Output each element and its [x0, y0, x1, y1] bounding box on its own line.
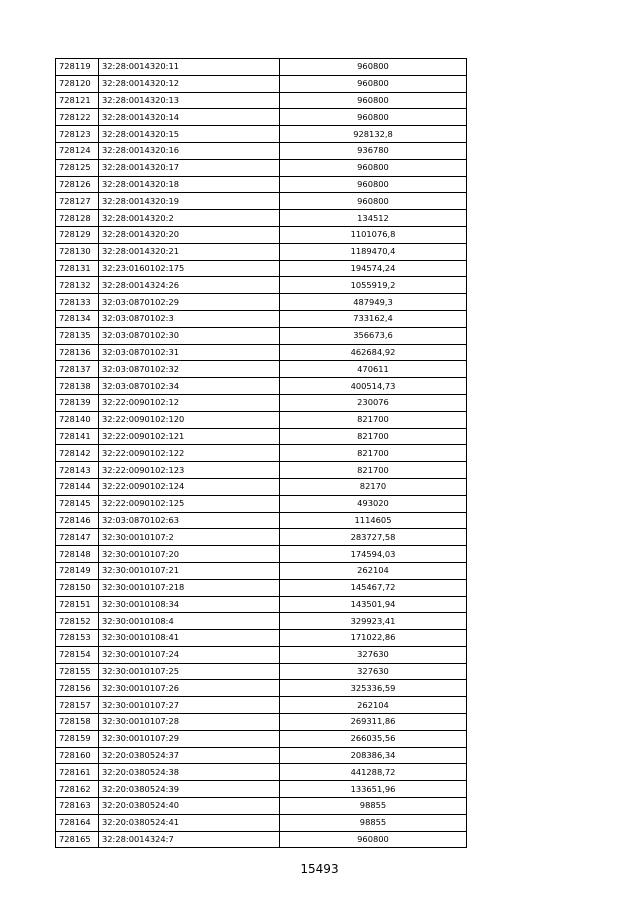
table-row — [56, 478, 467, 495]
row-id-cell: 728142 — [56, 445, 99, 462]
row-id-cell: 728135 — [56, 327, 99, 344]
table-row — [56, 663, 467, 680]
row-code-cell: 32:30:0010107:26 — [99, 680, 280, 697]
row-code-cell: 32:30:0010108:4 — [99, 613, 280, 630]
row-code-cell: 32:30:0010107:20 — [99, 546, 280, 563]
table-row — [56, 428, 467, 445]
row-id-cell: 728131 — [56, 260, 99, 277]
table-row — [56, 411, 467, 428]
row-id-cell: 728158 — [56, 714, 99, 731]
row-value-cell: 143501,94 — [280, 596, 467, 613]
data-table — [55, 58, 467, 848]
row-id-cell: 728161 — [56, 764, 99, 781]
row-id-cell: 728121 — [56, 92, 99, 109]
table-row — [56, 294, 467, 311]
row-code-cell: 32:22:0090102:123 — [99, 462, 280, 479]
table-row — [56, 562, 467, 579]
row-id-cell: 728145 — [56, 495, 99, 512]
row-id-cell: 728159 — [56, 730, 99, 747]
row-id-cell: 728126 — [56, 176, 99, 193]
row-code-cell: 32:28:0014320:12 — [99, 75, 280, 92]
row-code-cell: 32:20:0380524:40 — [99, 798, 280, 815]
row-value-cell: 325336,59 — [280, 680, 467, 697]
row-code-cell: 32:30:0010107:27 — [99, 697, 280, 714]
table-row — [56, 730, 467, 747]
row-value-cell: 262104 — [280, 697, 467, 714]
row-code-cell: 32:30:0010107:29 — [99, 730, 280, 747]
table-row — [56, 764, 467, 781]
table-row — [56, 798, 467, 815]
row-code-cell: 32:28:0014320:17 — [99, 159, 280, 176]
row-value-cell: 960800 — [280, 176, 467, 193]
row-id-cell: 728141 — [56, 428, 99, 445]
table-row — [56, 109, 467, 126]
table-row — [56, 747, 467, 764]
row-id-cell: 728127 — [56, 193, 99, 210]
row-id-cell: 728134 — [56, 310, 99, 327]
row-id-cell: 728132 — [56, 277, 99, 294]
row-code-cell: 32:28:0014320:11 — [99, 59, 280, 76]
row-id-cell: 728148 — [56, 546, 99, 563]
row-id-cell: 728122 — [56, 109, 99, 126]
row-code-cell: 32:22:0090102:122 — [99, 445, 280, 462]
row-value-cell: 174594,03 — [280, 546, 467, 563]
row-value-cell: 327630 — [280, 663, 467, 680]
table-row — [56, 394, 467, 411]
row-code-cell: 32:30:0010107:2 — [99, 529, 280, 546]
row-id-cell: 728155 — [56, 663, 99, 680]
row-value-cell: 821700 — [280, 462, 467, 479]
row-value-cell: 960800 — [280, 92, 467, 109]
row-code-cell: 32:03:0870102:3 — [99, 310, 280, 327]
row-code-cell: 32:03:0870102:32 — [99, 361, 280, 378]
table-row — [56, 176, 467, 193]
row-id-cell: 728151 — [56, 596, 99, 613]
row-value-cell: 821700 — [280, 445, 467, 462]
row-value-cell: 928132,8 — [280, 126, 467, 143]
row-code-cell: 32:20:0380524:38 — [99, 764, 280, 781]
row-value-cell: 960800 — [280, 59, 467, 76]
table-row — [56, 462, 467, 479]
table-row — [56, 613, 467, 630]
row-code-cell: 32:28:0014320:21 — [99, 243, 280, 260]
row-code-cell: 32:28:0014320:14 — [99, 109, 280, 126]
row-value-cell: 821700 — [280, 411, 467, 428]
row-id-cell: 728139 — [56, 394, 99, 411]
row-id-cell: 728120 — [56, 75, 99, 92]
table-row — [56, 193, 467, 210]
row-value-cell: 462684,92 — [280, 344, 467, 361]
row-value-cell: 400514,73 — [280, 378, 467, 395]
row-id-cell: 728154 — [56, 646, 99, 663]
row-value-cell: 936780 — [280, 142, 467, 159]
row-value-cell: 208386,34 — [280, 747, 467, 764]
row-code-cell: 32:28:0014320:20 — [99, 226, 280, 243]
table-row — [56, 646, 467, 663]
row-value-cell: 283727,58 — [280, 529, 467, 546]
table-row — [56, 260, 467, 277]
row-code-cell: 32:30:0010107:218 — [99, 579, 280, 596]
row-code-cell: 32:03:0870102:30 — [99, 327, 280, 344]
row-code-cell: 32:03:0870102:63 — [99, 512, 280, 529]
table-row — [56, 814, 467, 831]
row-id-cell: 728133 — [56, 294, 99, 311]
table-row — [56, 344, 467, 361]
row-code-cell: 32:28:0014320:13 — [99, 92, 280, 109]
row-id-cell: 728156 — [56, 680, 99, 697]
table-row — [56, 495, 467, 512]
table-row — [56, 361, 467, 378]
row-code-cell: 32:28:0014320:19 — [99, 193, 280, 210]
row-id-cell: 728138 — [56, 378, 99, 395]
row-value-cell: 493020 — [280, 495, 467, 512]
row-value-cell: 329923,41 — [280, 613, 467, 630]
table-row — [56, 630, 467, 647]
row-code-cell: 32:22:0090102:120 — [99, 411, 280, 428]
row-code-cell: 32:03:0870102:31 — [99, 344, 280, 361]
table-row — [56, 327, 467, 344]
row-id-cell: 728125 — [56, 159, 99, 176]
row-value-cell: 171022,86 — [280, 630, 467, 647]
data-table-body — [56, 59, 467, 848]
row-code-cell: 32:28:0014320:18 — [99, 176, 280, 193]
row-value-cell: 960800 — [280, 109, 467, 126]
table-row — [56, 831, 467, 848]
row-id-cell: 728149 — [56, 562, 99, 579]
row-value-cell: 1114605 — [280, 512, 467, 529]
table-row — [56, 243, 467, 260]
table-row — [56, 781, 467, 798]
row-value-cell: 960800 — [280, 831, 467, 848]
table-row — [56, 59, 467, 76]
row-value-cell: 133651,96 — [280, 781, 467, 798]
row-id-cell: 728146 — [56, 512, 99, 529]
row-id-cell: 728143 — [56, 462, 99, 479]
row-id-cell: 728123 — [56, 126, 99, 143]
table-row — [56, 226, 467, 243]
row-value-cell: 1101076,8 — [280, 226, 467, 243]
table-row — [56, 512, 467, 529]
row-code-cell: 32:30:0010108:34 — [99, 596, 280, 613]
row-value-cell: 134512 — [280, 210, 467, 227]
table-row — [56, 92, 467, 109]
table-row — [56, 310, 467, 327]
page-number: 15493 — [300, 862, 339, 876]
table-row — [56, 697, 467, 714]
table-row — [56, 596, 467, 613]
row-id-cell: 728150 — [56, 579, 99, 596]
row-value-cell: 356673,6 — [280, 327, 467, 344]
table-row — [56, 75, 467, 92]
row-id-cell: 728164 — [56, 814, 99, 831]
row-code-cell: 32:03:0870102:29 — [99, 294, 280, 311]
row-value-cell: 98855 — [280, 814, 467, 831]
row-id-cell: 728163 — [56, 798, 99, 815]
table-row — [56, 680, 467, 697]
row-code-cell: 32:23:0160102:175 — [99, 260, 280, 277]
row-id-cell: 728165 — [56, 831, 99, 848]
table-row — [56, 142, 467, 159]
row-value-cell: 145467,72 — [280, 579, 467, 596]
table-row — [56, 714, 467, 731]
row-value-cell: 82170 — [280, 478, 467, 495]
row-value-cell: 266035,56 — [280, 730, 467, 747]
row-value-cell: 98855 — [280, 798, 467, 815]
row-code-cell: 32:30:0010107:21 — [99, 562, 280, 579]
row-id-cell: 728144 — [56, 478, 99, 495]
row-code-cell: 32:28:0014320:2 — [99, 210, 280, 227]
row-value-cell: 194574,24 — [280, 260, 467, 277]
row-id-cell: 728129 — [56, 226, 99, 243]
row-id-cell: 728140 — [56, 411, 99, 428]
row-id-cell: 728119 — [56, 59, 99, 76]
row-value-cell: 327630 — [280, 646, 467, 663]
row-value-cell: 1055919,2 — [280, 277, 467, 294]
row-value-cell: 487949,3 — [280, 294, 467, 311]
row-value-cell: 269311,86 — [280, 714, 467, 731]
table-row — [56, 159, 467, 176]
row-code-cell: 32:30:0010107:24 — [99, 646, 280, 663]
row-code-cell: 32:22:0090102:125 — [99, 495, 280, 512]
row-code-cell: 32:30:0010107:28 — [99, 714, 280, 731]
row-value-cell: 1189470,4 — [280, 243, 467, 260]
row-id-cell: 728153 — [56, 630, 99, 647]
row-code-cell: 32:20:0380524:37 — [99, 747, 280, 764]
row-id-cell: 728137 — [56, 361, 99, 378]
row-code-cell: 32:22:0090102:12 — [99, 394, 280, 411]
row-code-cell: 32:30:0010107:25 — [99, 663, 280, 680]
row-value-cell: 262104 — [280, 562, 467, 579]
table-row — [56, 546, 467, 563]
row-value-cell: 441288,72 — [280, 764, 467, 781]
row-value-cell: 230076 — [280, 394, 467, 411]
row-code-cell: 32:03:0870102:34 — [99, 378, 280, 395]
row-id-cell: 728130 — [56, 243, 99, 260]
row-value-cell: 821700 — [280, 428, 467, 445]
row-code-cell: 32:20:0380524:39 — [99, 781, 280, 798]
row-code-cell: 32:28:0014324:26 — [99, 277, 280, 294]
row-value-cell: 960800 — [280, 193, 467, 210]
row-code-cell: 32:22:0090102:121 — [99, 428, 280, 445]
row-code-cell: 32:22:0090102:124 — [99, 478, 280, 495]
row-code-cell: 32:28:0014320:16 — [99, 142, 280, 159]
table-row — [56, 445, 467, 462]
table-row — [56, 210, 467, 227]
row-id-cell: 728157 — [56, 697, 99, 714]
row-code-cell: 32:30:0010108:41 — [99, 630, 280, 647]
row-code-cell: 32:20:0380524:41 — [99, 814, 280, 831]
row-value-cell: 960800 — [280, 75, 467, 92]
row-id-cell: 728136 — [56, 344, 99, 361]
row-id-cell: 728124 — [56, 142, 99, 159]
table-row — [56, 126, 467, 143]
row-value-cell: 733162,4 — [280, 310, 467, 327]
row-id-cell: 728162 — [56, 781, 99, 798]
table-row — [56, 529, 467, 546]
row-code-cell: 32:28:0014324:7 — [99, 831, 280, 848]
row-value-cell: 960800 — [280, 159, 467, 176]
row-value-cell: 470611 — [280, 361, 467, 378]
row-id-cell: 728128 — [56, 210, 99, 227]
row-id-cell: 728147 — [56, 529, 99, 546]
row-id-cell: 728152 — [56, 613, 99, 630]
table-row — [56, 579, 467, 596]
row-id-cell: 728160 — [56, 747, 99, 764]
table-row — [56, 378, 467, 395]
row-code-cell: 32:28:0014320:15 — [99, 126, 280, 143]
table-row — [56, 277, 467, 294]
